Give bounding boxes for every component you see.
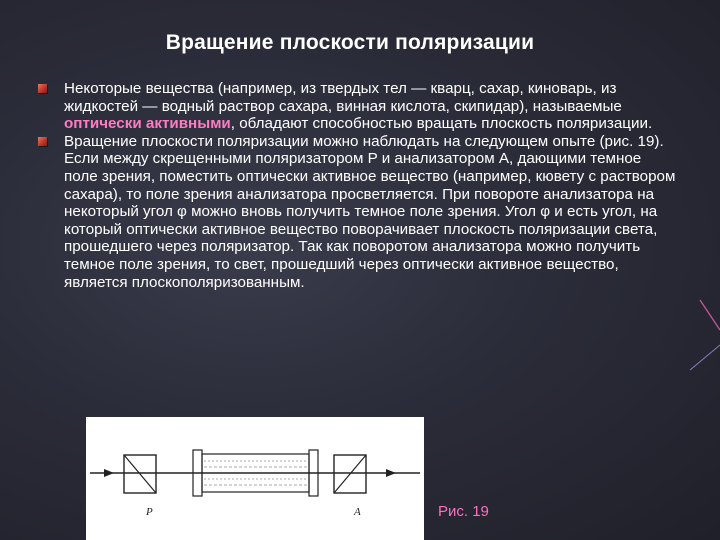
experiment-figure bbox=[86, 417, 424, 540]
highlight-optically-active: оптически активными bbox=[64, 115, 231, 133]
slide-title: Вращение плоскости поляризации bbox=[165, 31, 535, 54]
arrow-icon bbox=[104, 469, 114, 477]
polarizer-prism-icon bbox=[124, 455, 156, 493]
square-bullet-icon bbox=[38, 84, 47, 93]
bullet-item-1 bbox=[36, 80, 676, 133]
arrow-icon bbox=[386, 469, 396, 477]
polarization-diagram bbox=[86, 417, 424, 540]
figure-caption: Рис. 19 bbox=[438, 503, 489, 520]
bullet-1-text-before: Некоторые вещества (например, из твердых тел — кварц, сахар, киноварь, из жидкостей — водный раствор сахара, винная кислота, скипидар), называемые bbox=[64, 80, 622, 115]
analyzer-prism-icon bbox=[334, 455, 366, 493]
label-a: A bbox=[354, 506, 361, 518]
square-bullet-icon bbox=[38, 137, 47, 146]
bullet-item-2 bbox=[36, 133, 676, 291]
bullet-list bbox=[36, 80, 676, 291]
bullet-1-text-after: , обладают способностью вращать плоскость поляризации. bbox=[230, 115, 653, 133]
label-p: P bbox=[146, 506, 153, 518]
bullet-2-text: Вращение плоскости поляризации можно наблюдать на следующем опыте (рис. 19). Если между скрещенными поляризатором P и анализатором A, дающими темное поле зрения, поместить оптически активное вещество (например, кювету с раствором сахара), то поле зрения анализатора просветляется. При повороте анализатора на некоторый угол φ можно вновь получить темное поле зрения. Угол φ и есть угол, на который оптически активное вещество поворачивает плоскость поляризации света, прошедшего через поляризатор. Так как поворотом анализатора можно получить темное поле зрения, то свет, прошедший через оптически активное вещество, является плоскополяризованным. bbox=[64, 132, 676, 291]
